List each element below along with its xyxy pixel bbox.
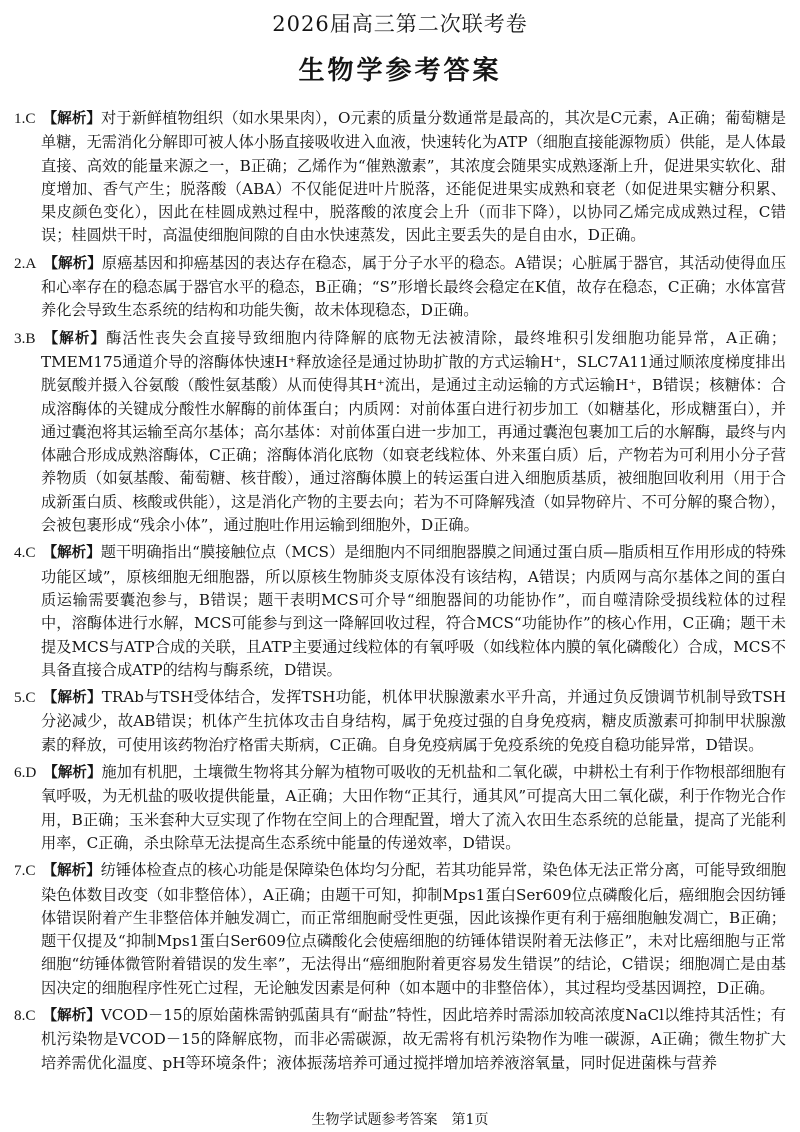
analysis-tag: 【解析】 [42, 1007, 101, 1024]
item-number: 6. [14, 764, 26, 782]
analysis-tag: 【解析】 [43, 765, 102, 782]
analysis-text: VCOD－15的原始菌株需钠弧菌具有“耐盐”特性，因此培养时需添加较高浓度NaCl以维持其活性；有机污染物是VCOD－15的降解底物，而非必需碳源，故无需将有机污染物作为唯一碳源，A正确；微生物扩大培养需优化温度、pH等环境条件；液体振荡培养可通过搅拌增加培养液溶氧量，同时促进菌株与营养 [41, 1005, 786, 1072]
item-answer: D [25, 764, 37, 782]
exam-header: 2026届高三第二次联考卷 [272, 12, 528, 36]
item-answer: C [25, 862, 36, 880]
answer-item-2 [14, 252, 786, 323]
item-number: 3. [14, 329, 26, 347]
item-answer: B [25, 329, 36, 347]
item-number: 2. [14, 254, 26, 272]
page-footer: 生物学试题参考答案 第1页 [311, 1112, 489, 1128]
answer-item-1 [14, 107, 786, 248]
analysis-text: 施加有机肥，土壤微生物将其分解为植物可吸收的无机盐和二氧化碳，中耕松土有利于作物根部细胞有氧呼吸，为无机盐的吸收提供能量，A正确；大田作物“正其行，通其风”可提高大田二氧化碳，利于作物光合作用，B正确；玉米套种大豆实现了作物在空间上的合理配置，增大了流入农田生态系统的总能量，提高了光能利用率，C正确，杀虫除草无法提高生态系统中能量的传递效率，D错误。 [41, 763, 787, 852]
analysis-tag: 【解析】 [42, 111, 102, 127]
answer-item-5 [14, 686, 786, 757]
answer-item-8 [14, 1004, 786, 1075]
item-number: 7. [14, 862, 26, 880]
analysis-text: 原癌基因和抑癌基因的表达存在稳态，属于分子水平的稳态。A错误；心脏属于器官，其活动使得血压和心率存在的稳态属于器官水平的稳态，B正确；“S”形增长最终会稳定在K值，故存在稳态，C正确；水体富营养化会导致生态系统的结构和功能失衡，故未体现稳态，D正确。 [41, 253, 787, 320]
answer-item-3 [14, 327, 786, 538]
item-number: 4. [14, 544, 26, 562]
analysis-text: 酶活性丧失会直接导致细胞内待降解的底物无法被清除，最终堆积引发细胞功能异常，A正确；TMEM175通道介导的溶酶体快速H⁺释放途径是通过协助扩散的方式运输H⁺，SLC7A11通过顺浓度梯度排出胱氨酸并摄入谷氨酸（酸性氨基酸）从而使得其H⁺流出，是通过主动运输的方式运输H⁺，B错误；核糖体：合成溶酶体的关键成分酸性水解酶的前体蛋白；内质网：对前体蛋白进行初步加工（如糖基化，形成糖蛋白），并通过囊泡将其运输至高尔基体；高尔基体：对前体蛋白进一步加工，再通过囊泡包裹加工后的水解酶，最终与内体融合形成成熟溶酶体，C正确；溶酶体消化底物（如衰老线粒体、外来蛋白质）后，产物若为可利用小分子营养物质（如氨基酸、葡萄糖、核苷酸），通过溶酶体膜上的转运蛋白进入细胞质基质，被细胞回收利用（用于合成新蛋白质、核酸或供能），这是消化产物的主要去向；若为不可降解残渣（如异物碎片、不可分解的聚合物），会被包裹形成“残余小体”，通过胞吐作用运输到细胞外，D正确。 [41, 328, 787, 535]
analysis-tag: 【解析】 [42, 545, 101, 562]
item-answer: C [25, 110, 36, 127]
analysis-text: 题干明确指出“膜接触位点（MCS）是细胞内不同细胞器膜之间通过蛋白质—脂质相互作用形成的特殊功能区域”，原核细胞无细胞器，所以原核生物肺炎支原体没有该结构，A错误；内质网与高尔基体之间的蛋白质运输需要囊泡参与，B错误；题干表明MCS可介导“细胞器间的功能协作”，而自噬清除受损线粒体的过程中，溶酶体进行水解，MCS可能参与到这一降解回收过程，符合MCS“功能协作”的核心作用，C正确；题干未提及MCS与ATP合成的关联，且ATP主要通过线粒体的有氧呼吸（如线粒体内膜的氧化磷酸化）合成，MCS不具备直接合成ATP的结构与酶系统，D错误。 [41, 543, 786, 679]
analysis-text: 纺锤体检查点的核心功能是保障染色体均匀分配，若其功能异常，染色体无法正常分离，可能导致细胞染色体数目改变（如非整倍体），A正确；由题干可知，抑制Mps1蛋白Ser609位点磷酸化后，癌细胞会因纺锤体错误附着产生非整倍体并触发凋亡，而正常细胞耐受性更强，因此该操作更有利于癌细胞触发凋亡，B正确；题干仅提及“抑制Mps1蛋白Ser609位点磷酸化会使癌细胞的纺锤体错误附着无法修正”，未对比癌细胞与正常细胞“纺锤体微管附着错误的发生率”，无法得出“癌细胞附着更容易发生错误”的结论，C错误；细胞凋亡是由基因决定的细胞程序性死亡过程，无论触发因素是何种（如本题中的非整倍体），其过程均受基因调控，D正确。 [41, 861, 787, 997]
item-number: 5. [14, 689, 26, 707]
analysis-text: 对于新鲜植物组织（如水果果肉），O元素的质量分数通常是最高的，其次是C元素，A正确；葡萄糖是单糖，无需消化分解即可被人体小肠直接吸收进入血液，快速转化为ATP（细胞直接能源物质）供能，是人体最直接、高效的能量来源之一，B正确；乙烯作为“催熟激素”，其浓度会随果实成熟逐渐上升，促进果实软化、甜度增加、香气产生；脱落酸（ABA）不仅能促进叶片脱落，还能促进果实成熟和衰老（如促进果实糖分积累、果皮颜色变化），因此在桂圆成熟过程中，脱落酸的浓度会上升（而非下降），以协同乙烯完成成熟过程，C错误；桂圆烘干时，高温使细胞间隙的自由水快速蒸发，因此主要丢失的是自由水，D正确。 [41, 109, 786, 245]
item-answer: C [25, 544, 36, 562]
item-number: 8. [14, 1006, 26, 1024]
analysis-tag: 【解析】 [42, 330, 107, 347]
page-title: 生物学参考答案 [298, 56, 502, 86]
analysis-text: TRAb与TSH受体结合，发挥TSH功能，机体甲状腺激素水平升高，并通过负反馈调节机制导致TSH分泌减少，故AB错误；机体产生抗体攻击自身结构，属于免疫过强的自身免疫病，糖皮质激素可抑制甲状腺激素的释放，可使用该药物治疗格雷夫斯病，C正确。自身免疫病属于免疫系统的免疫自稳功能异常，D错误。 [41, 688, 787, 754]
item-answer: C [25, 689, 36, 707]
analysis-tag: 【解析】 [42, 863, 101, 880]
analysis-tag: 【解析】 [43, 255, 102, 272]
item-number: 1. [14, 110, 26, 127]
item-answer: C [25, 1006, 36, 1024]
answer-item-4 [14, 541, 786, 682]
item-answer: A [25, 254, 37, 272]
analysis-tag: 【解析】 [42, 690, 102, 707]
answer-list [14, 107, 786, 1079]
answer-item-7 [14, 859, 786, 1000]
answer-item-6 [14, 761, 786, 855]
